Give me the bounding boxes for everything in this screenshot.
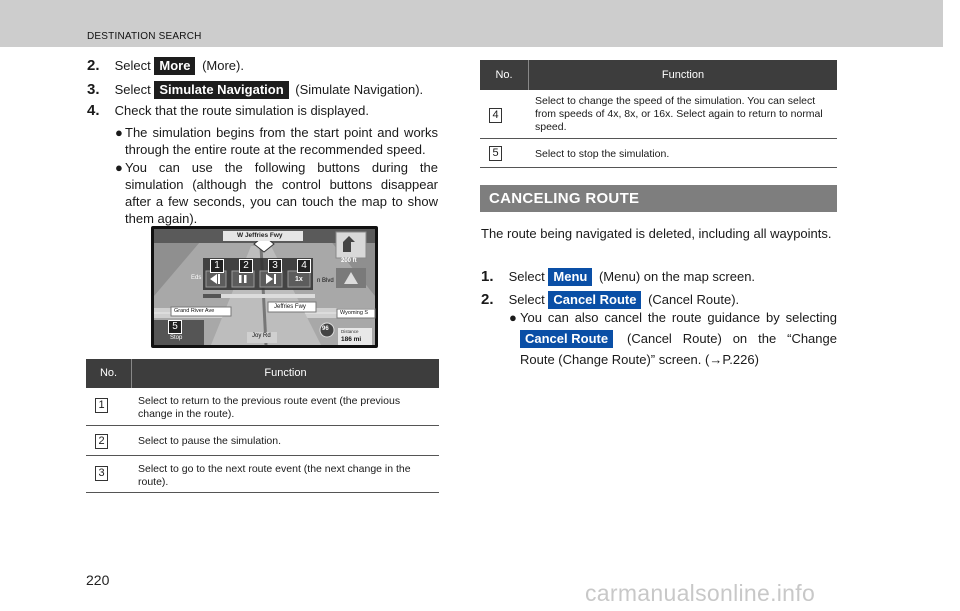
callout-1: 1 xyxy=(210,259,224,273)
route-badge: 96 xyxy=(322,326,329,332)
row-function: Select to change the speed of the simulation. You can select from speeds of 4x, 8x, or 16x. Select again to return to normal speed. xyxy=(535,95,823,133)
step-text-post: (Cancel Route). xyxy=(648,292,740,307)
table-header xyxy=(86,359,439,388)
row-number: 3 xyxy=(95,466,108,481)
step-text-post: (Simulate Navigation). xyxy=(295,82,424,97)
page-number: 220 xyxy=(86,572,110,588)
section-heading: CANCELING ROUTE xyxy=(480,185,837,212)
street-label: W Jeffries Fwy xyxy=(237,232,283,239)
row-function: Select to stop the simulation. xyxy=(535,148,670,160)
step-2 xyxy=(87,57,244,75)
bullet-item xyxy=(115,159,438,227)
street-label: n Blvd xyxy=(317,278,334,284)
step-text: Check that the route simulation is displayed. xyxy=(114,103,369,118)
step-number: 4. xyxy=(87,102,100,119)
row-function: Select to go to the next route event (the next change in the route). xyxy=(138,463,411,488)
table-row xyxy=(86,388,439,426)
step-text-pre: Select xyxy=(508,269,545,284)
bullet-text-pre: You can also cancel the route guidance by selecting xyxy=(520,310,837,325)
callout-5: 5 xyxy=(168,320,182,334)
row-number: 5 xyxy=(489,146,502,161)
table-row xyxy=(86,456,439,493)
distance-label: Distance xyxy=(341,329,359,334)
table-header xyxy=(480,60,837,90)
header-function: Function xyxy=(661,69,705,81)
navigation-simulation-screenshot xyxy=(151,226,378,348)
bullet-item xyxy=(115,124,438,158)
header-no: No. xyxy=(99,367,118,379)
cancel-route-button[interactable]: Cancel Route xyxy=(548,291,641,309)
street-label: Eds xyxy=(191,275,202,281)
bullet-icon: ● xyxy=(509,310,517,325)
step-number: 3. xyxy=(87,81,100,98)
bullet-icon: ● xyxy=(115,160,123,175)
bullet-text-post: (Cancel Route) on the “Change Route (Change Route)” screen. (→P.226) xyxy=(520,331,837,367)
step-number: 2. xyxy=(481,291,494,308)
row-number: 1 xyxy=(95,398,108,413)
step-number: 2. xyxy=(87,57,100,74)
cancel-route-button-alt[interactable]: Cancel Route xyxy=(520,330,613,348)
street-label: Jeffries Fwy xyxy=(274,304,306,310)
more-button[interactable]: More xyxy=(154,57,195,75)
direction-arrow-icon xyxy=(336,232,366,258)
step-text-post: (More). xyxy=(202,58,244,73)
intro-paragraph: The route being navigated is deleted, including all waypoints. xyxy=(481,226,832,241)
step-text-post: (Menu) on the map screen. xyxy=(598,269,756,284)
row-number: 2 xyxy=(95,434,108,449)
table-row xyxy=(480,139,837,168)
step-text-pre: Select xyxy=(114,82,151,97)
step-4 xyxy=(87,102,369,119)
step-number: 1. xyxy=(481,268,494,285)
cancel-step-1 xyxy=(481,268,755,286)
bullet-text: The simulation begins from the start point and works through the entire route at the recommended speed. xyxy=(125,125,438,157)
step-text-pre: Select xyxy=(114,58,151,73)
street-label: Wyoming S xyxy=(340,310,369,316)
callout-4: 4 xyxy=(297,259,311,273)
header-function: Function xyxy=(264,367,307,379)
simulate-navigation-button[interactable]: Simulate Navigation xyxy=(154,81,288,99)
bullet-text: You can use the following buttons during the simulation (although the control buttons disappear after a few seconds, you can touch the map to show them again). xyxy=(125,160,438,226)
distance-to-turn: 200 ft xyxy=(341,258,357,264)
table-row xyxy=(480,90,837,139)
step-3 xyxy=(87,81,423,99)
callout-3: 3 xyxy=(268,259,282,273)
header-bar xyxy=(0,0,943,47)
street-label: Grand River Ave xyxy=(174,308,215,314)
table-row xyxy=(86,426,439,456)
street-label: Joy Rd xyxy=(252,333,271,339)
function-table-right xyxy=(480,60,837,168)
menu-button[interactable]: Menu xyxy=(548,268,592,286)
stop-label: Stop xyxy=(170,335,183,341)
section-title: DESTINATION SEARCH xyxy=(87,31,202,42)
row-function: Select to return to the previous route event (the previous change in the route). xyxy=(138,395,401,420)
callout-2: 2 xyxy=(239,259,253,273)
bullet-item xyxy=(509,307,837,370)
row-number: 4 xyxy=(489,108,502,123)
step-text-pre: Select xyxy=(508,292,545,307)
speed-button[interactable]: 1x xyxy=(295,276,303,283)
function-table-left xyxy=(86,359,439,493)
bullet-icon: ● xyxy=(115,125,123,140)
distance-value: 186 mi xyxy=(341,336,362,343)
header-no: No. xyxy=(495,69,513,81)
row-function: Select to pause the simulation. xyxy=(138,435,282,447)
watermark: carmanualsonline.info xyxy=(585,580,816,606)
